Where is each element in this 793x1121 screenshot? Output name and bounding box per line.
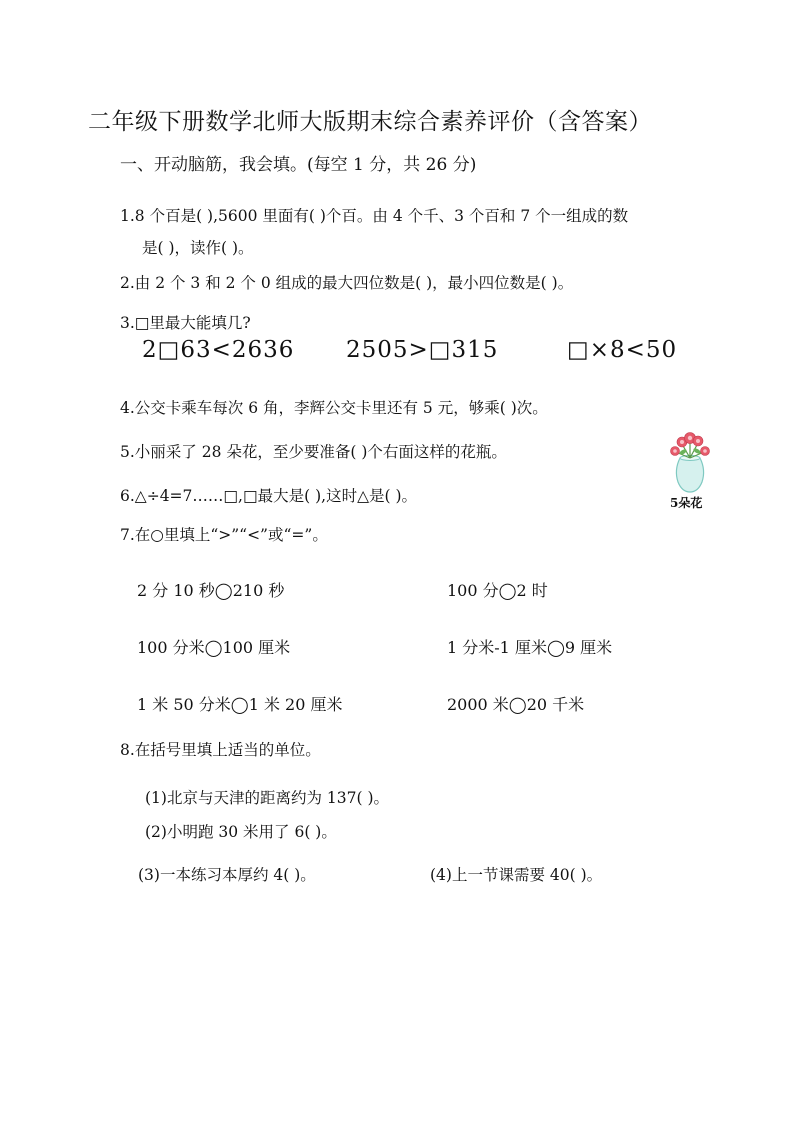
q7-item-2: 100 分◯2 时 <box>447 581 548 600</box>
q3-expression-3: □×8<50 <box>567 337 678 363</box>
question-2: 2.由 2 个 3 和 2 个 0 组成的最大四位数是( )，最小四位数是( )。 <box>120 274 574 292</box>
q7-item-3: 100 分米◯100 厘米 <box>137 638 291 657</box>
question-6: 6.△÷4=7……□,□最大是( ),这时△是( )。 <box>120 487 418 505</box>
q7-item-6: 2000 米◯20 千米 <box>447 695 585 714</box>
q7-item-5: 1 米 50 分米◯1 米 20 厘米 <box>137 695 343 714</box>
q7-item-4: 1 分米-1 厘米◯9 厘米 <box>447 638 613 657</box>
question-7-label: 7.在○里填上“>”“<”或“=”。 <box>120 526 328 544</box>
section-heading: 一、开动脑筋，我会填。(每空 1 分，共 26 分) <box>120 155 477 175</box>
question-5: 5.小丽采了 28 朵花，至少要准备( )个右面这样的花瓶。 <box>120 443 507 461</box>
question-3-label: 3.□里最大能填几? <box>120 314 251 332</box>
q3-expression-2: 2505>□315 <box>346 337 499 363</box>
question-1-line-1: 1.8 个百是( ),5600 里面有( )个百。由 4 个千、3 个百和 7 个一组成的数 <box>120 207 629 225</box>
flower-vase-image <box>664 430 716 520</box>
q8-item-4: (4)上一节课需要 40( )。 <box>430 866 603 884</box>
vase-caption: 5朵花 <box>670 496 703 510</box>
page-title: 二年级下册数学北师大版期末综合素养评价（含答案） <box>88 109 652 135</box>
q8-item-1: (1)北京与天津的距离约为 137( )。 <box>145 789 389 807</box>
q7-item-1: 2 分 10 秒◯210 秒 <box>137 581 285 600</box>
question-1-line-2: 是( )，读作( )。 <box>142 239 254 257</box>
q3-expression-1: 2□63<2636 <box>142 337 295 363</box>
q8-item-3: (3)一本练习本厚约 4( )。 <box>138 866 316 884</box>
flower-vase-icon <box>664 430 716 494</box>
question-4: 4.公交卡乘车每次 6 角，李辉公交卡里还有 5 元，够乘( )次。 <box>120 399 548 417</box>
question-8-label: 8.在括号里填上适当的单位。 <box>120 741 321 759</box>
q8-item-2: (2)小明跑 30 米用了 6( )。 <box>145 823 337 841</box>
